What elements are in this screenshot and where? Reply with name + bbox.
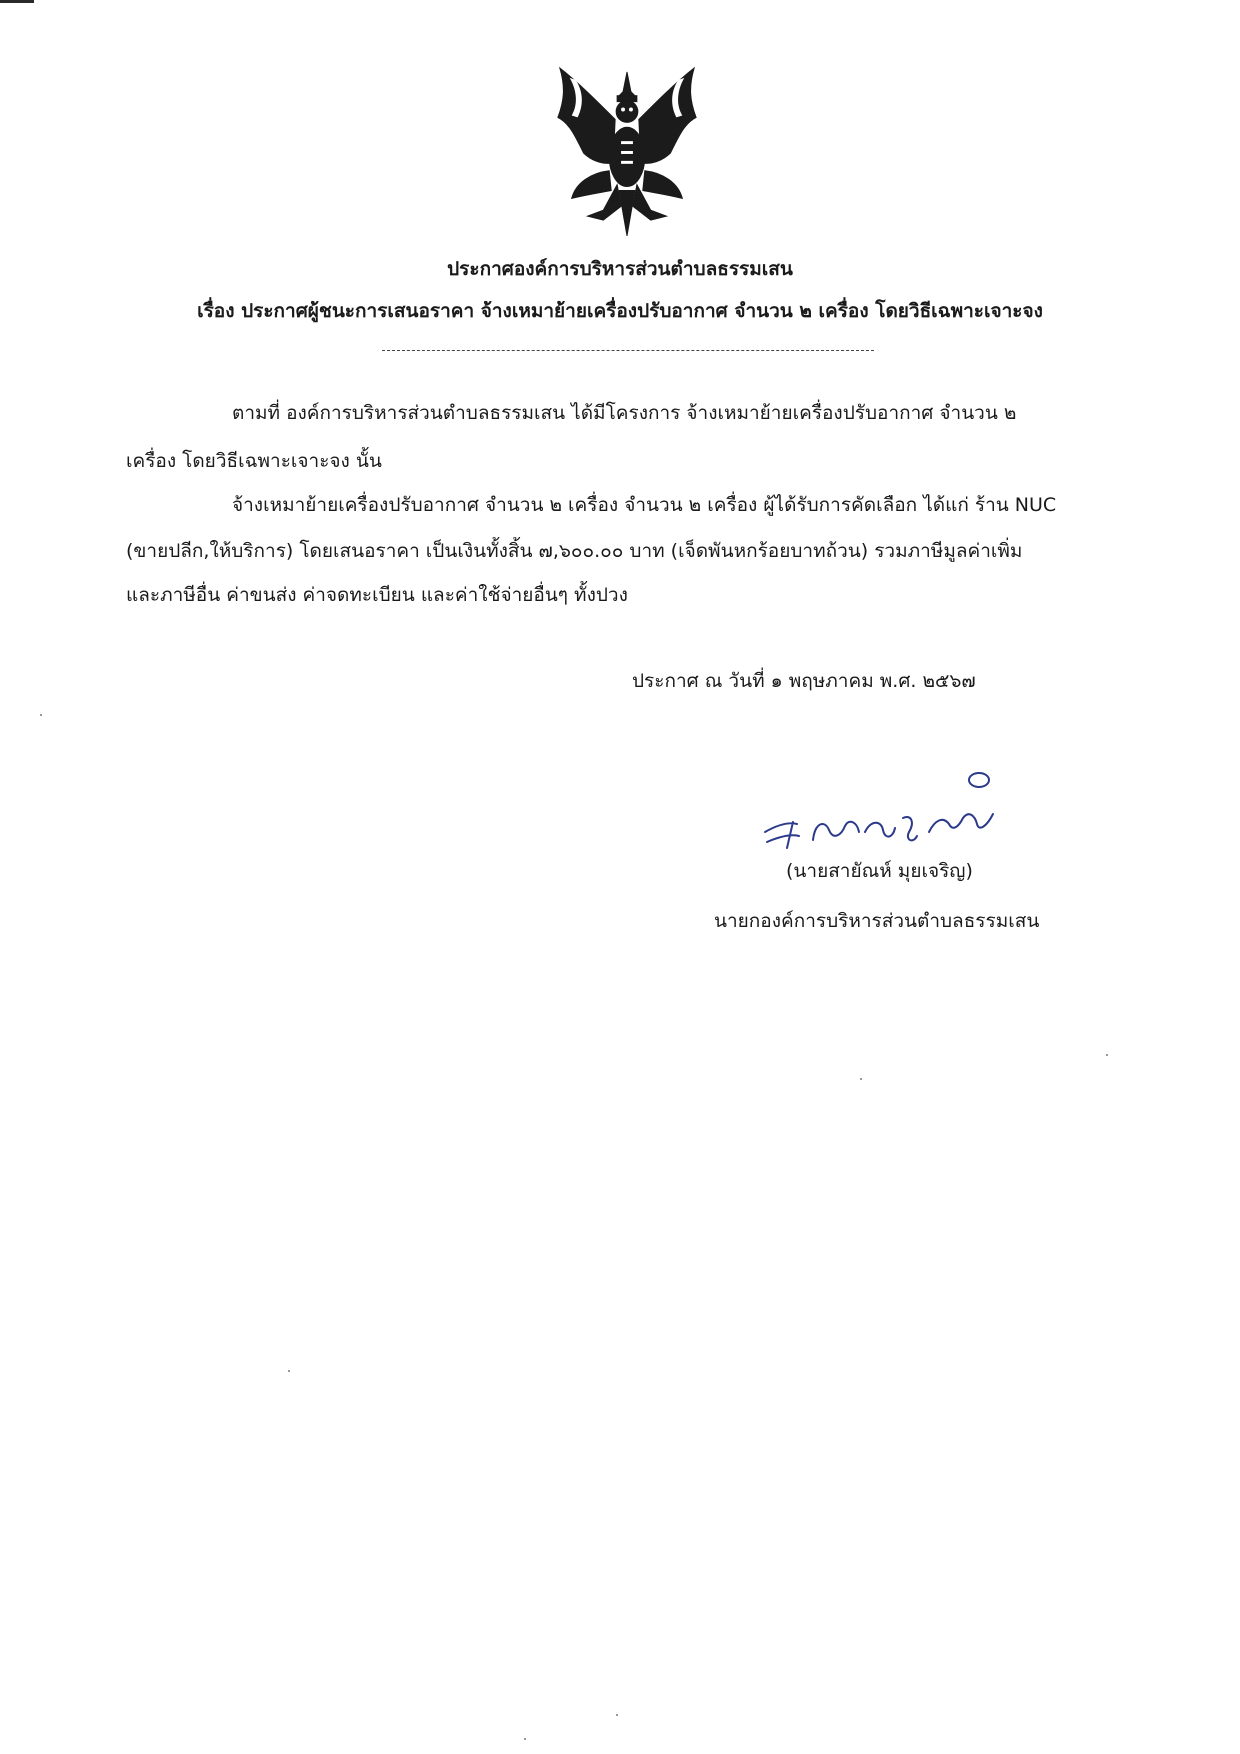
- scan-speck: [616, 1714, 618, 1716]
- paragraph-2-line-1: จ้างเหมาย้ายเครื่องปรับอากาศ จำนวน ๒ เครื่อง จำนวน ๒ เครื่อง ผู้ได้รับการคัดเลือก ได้แก่ ร้าน NUC: [232, 494, 1057, 516]
- paragraph-2-line-3: และภาษีอื่น ค่าขนส่ง ค่าจดทะเบียน และค่าใช้จ่ายอื่นๆ ทั้งปวง: [126, 584, 628, 606]
- paragraph-2-line-2: (ขายปลีก,ให้บริการ) โดยเสนอราคา เป็นเงินทั้งสิ้น ๗,๖๐๐.๐๐ บาท (เจ็ดพันหกร้อยบาทถ้วน) รวมภาษีมูลค่าเพิ่ม: [126, 540, 1023, 562]
- announcement-title: ประกาศองค์การบริหารส่วนตำบลธรรมเสน: [447, 258, 793, 280]
- announcement-subject: เรื่อง ประกาศผู้ชนะการเสนอราคา จ้างเหมาย้ายเครื่องปรับอากาศ จำนวน ๒ เครื่อง โดยวิธีเฉพาะเจาะจง: [197, 300, 1043, 322]
- announcement-date: ประกาศ ณ วันที่ ๑ พฤษภาคม พ.ศ. ๒๕๖๗: [632, 670, 976, 692]
- scan-edge-mark: [0, 0, 34, 3]
- scan-speck: [288, 1370, 290, 1372]
- title-separator: [382, 350, 874, 351]
- handwritten-signature: [752, 762, 1014, 858]
- garuda-emblem-icon: [548, 62, 706, 240]
- scan-speck: [40, 714, 42, 716]
- paragraph-1-line-1: ตามที่ องค์การบริหารส่วนตำบลธรรมเสน ได้มีโครงการ จ้างเหมาย้ายเครื่องปรับอากาศ จำนวน ๒: [232, 402, 1017, 424]
- scan-speck: [860, 1078, 862, 1080]
- signer-position: นายกองค์การบริหารส่วนตำบลธรรมเสน: [714, 910, 1040, 932]
- scan-speck: [1106, 1054, 1108, 1056]
- signer-name: (นายสายัณห์ มุยเจริญ): [786, 860, 973, 882]
- scan-speck: [524, 1738, 526, 1740]
- paragraph-1-line-2: เครื่อง โดยวิธีเฉพาะเจาะจง นั้น: [126, 450, 382, 472]
